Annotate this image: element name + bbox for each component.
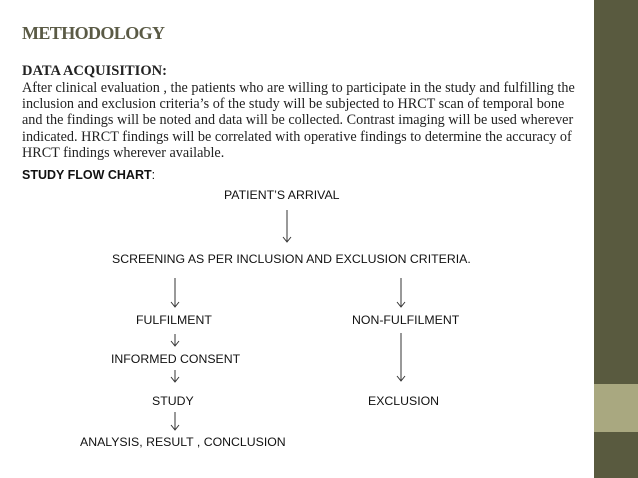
data-acquisition-paragraph: After clinical evaluation , the patients who are willing to participate in the study and fulfilling the inclusion and exclusion criteria’s of the study will be subjected to HRCT scan of temporal bone and the findings will be noted and data will be collected. Contrast imaging will be used wherever indicated. HRCT findings will be correlated with operative findings to determine the accuracy of HRCT findings wherever available. xyxy=(22,80,575,161)
node-study: STUDY xyxy=(152,394,194,408)
node-exclusion: EXCLUSION xyxy=(368,394,440,408)
node-patients-arrival: PATIENT’S ARRIVAL xyxy=(224,188,340,202)
node-non-fulfilment: NON-FULFILMENT xyxy=(352,313,460,327)
flow-chart-label-text: STUDY FLOW CHART xyxy=(22,168,152,182)
node-informed-consent: INFORMED CONSENT xyxy=(111,352,241,366)
flow-chart-label-colon: : xyxy=(151,168,156,182)
node-screening: SCREENING AS PER INCLUSION AND EXCLUSION CRITERIA. xyxy=(112,252,471,266)
section-subtitle: DATA ACQUISITION: xyxy=(22,63,167,79)
node-fulfilment: FULFILMENT xyxy=(136,313,212,327)
node-analysis-result-conclusion: ANALYSIS, RESULT , CONCLUSION xyxy=(80,435,286,449)
slide-title: METHODOLOGY xyxy=(22,23,165,43)
